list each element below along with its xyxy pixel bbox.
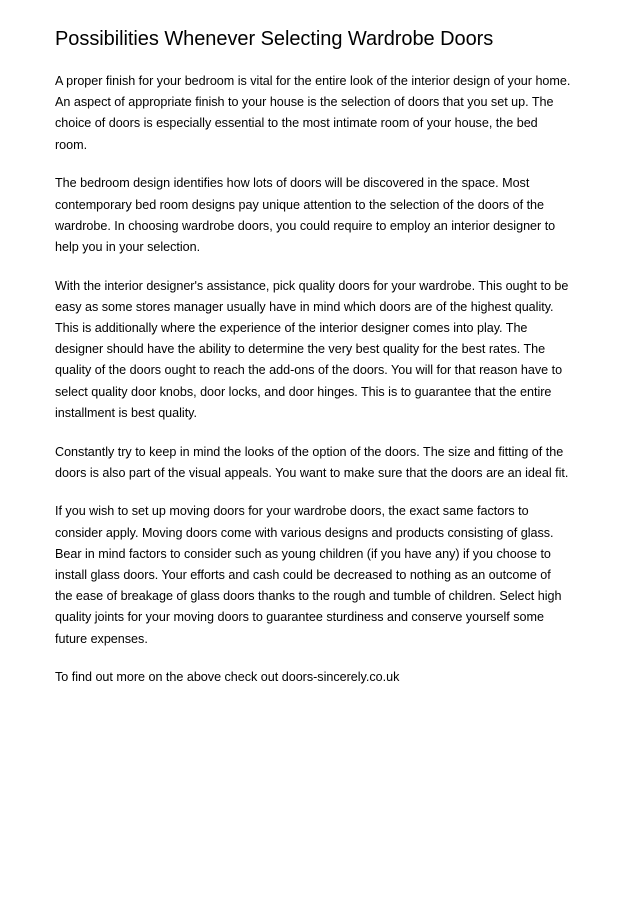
document-title: Possibilities Whenever Selecting Wardrobe Doors: [55, 28, 494, 50]
paragraph-6: To find out more on the above check out doors-sincerely.co.uk: [55, 670, 400, 685]
paragraph-1: A proper finish for your bedroom is vital for the entire look of the interior design of your home. An aspect of appropriate finish to your house is the selection of doors that you set up. The choice of doors is especially essential to the most intimate room of your house, the bed room.: [55, 74, 571, 152]
paragraph-3: With the interior designer's assistance, pick quality doors for your wardrobe. This ought to be easy as some stores manager usually have in mind which doors are of the highest quality. This is additionally where the experience of the interior designer comes into play. The designer should have the ability to determine the very best quality for the best rates. The quality of the doors ought to reach the add-ons of the doors. You will for that reason have to select quality door knobs, door locks, and door hinges. This is to guarantee that the entire installment is best quality.: [55, 278, 569, 420]
paragraph-2: The bedroom design identifies how lots of doors will be discovered in the space. Most contemporary bed room designs pay unique attention to the selection of the doors of the wardrobe. In choosing wardrobe doors, you could require to employ an interior designer to help you in your selection.: [55, 176, 556, 254]
document-body: [55, 71, 600, 706]
paragraph-4: Constantly try to keep in mind the looks of the option of the doors. The size and fitting of the doors is also part of the visual appeals. You want to make sure that the doors are an ideal fit.: [55, 444, 569, 480]
paragraph-5: If you wish to set up moving doors for your wardrobe doors, the exact same factors to consider apply. Moving doors come with various designs and products consisting of glass. Bear in mind factors to consider such as young children (if you have any) if you choose to install glass doors. Your efforts and cash could be decreased to nothing as an outcome of the ease of breakage of glass doors thanks to the rough and tumble of children. Select high quality joints for your moving doors to guarantee sturdiness and conserve yourself some future expenses.: [55, 504, 562, 646]
